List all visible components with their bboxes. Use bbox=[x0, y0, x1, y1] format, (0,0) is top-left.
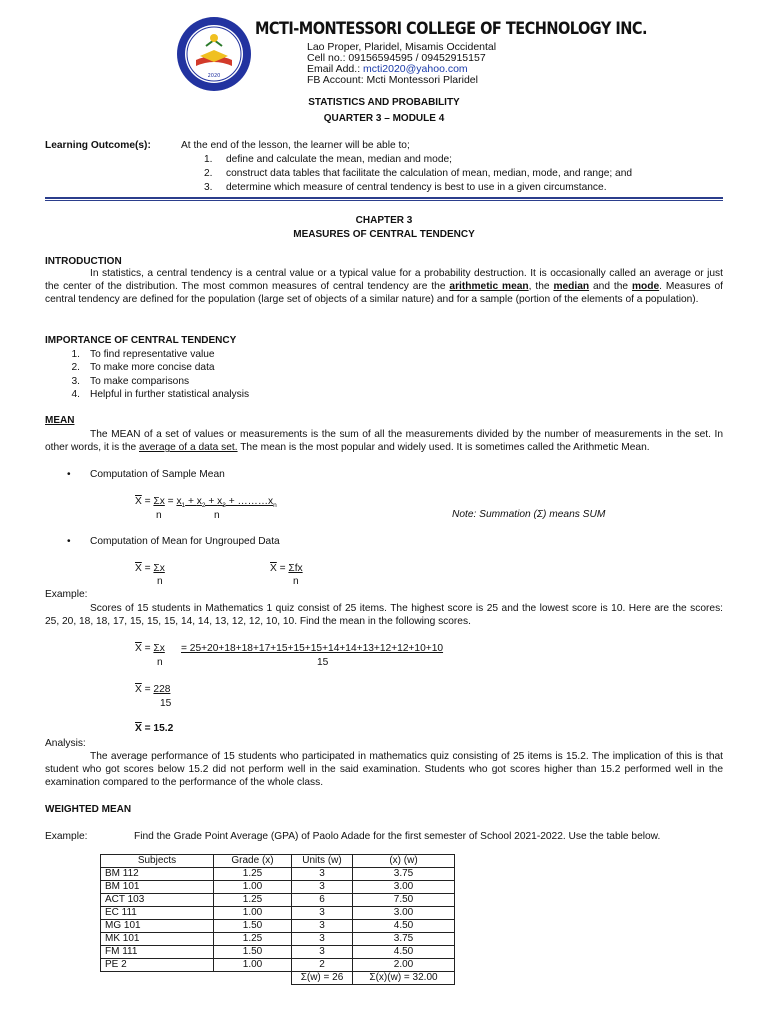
table-cell: 3.75 bbox=[353, 868, 455, 881]
importance-number: 3. bbox=[71, 376, 80, 387]
formula-denominator: n bbox=[157, 657, 163, 668]
table-cell: PE 2 bbox=[101, 959, 214, 972]
table-cell: 4.50 bbox=[353, 946, 455, 959]
column-header: Units (w) bbox=[292, 855, 353, 868]
table-cell: FM 111 bbox=[101, 946, 214, 959]
summation-note: Note: Summation (Σ) means SUM bbox=[452, 509, 606, 520]
table-cell: 3 bbox=[292, 946, 353, 959]
table-cell: 4.50 bbox=[353, 920, 455, 933]
table-row bbox=[101, 959, 455, 972]
weighted-fx-formula: $\overline{X} = \Sigma fx$ bbox=[270, 563, 303, 574]
importance-item: Helpful in further statistical analysis bbox=[90, 389, 250, 400]
course-title: STATISTICS AND PROBABILITY bbox=[308, 97, 460, 108]
table-row bbox=[101, 933, 455, 946]
formula-denominator: 15 bbox=[317, 657, 329, 668]
table-cell: 3 bbox=[292, 920, 353, 933]
formula-denominator: n bbox=[156, 510, 162, 521]
table-row bbox=[101, 946, 455, 959]
importance-item: To make comparisons bbox=[90, 376, 190, 387]
table-cell: 3 bbox=[292, 933, 353, 946]
email-label: Email Add.: bbox=[307, 63, 364, 75]
table-cell: 1.50 bbox=[214, 920, 292, 933]
importance-heading: IMPORTANCE OF CENTRAL TENDENCY bbox=[45, 335, 237, 346]
importance-item: To find representative value bbox=[90, 349, 215, 360]
svg-text:2020: 2020 bbox=[207, 73, 221, 79]
table-cell: 3 bbox=[292, 881, 353, 894]
average-term: average of a data set. bbox=[139, 442, 238, 454]
table-cell: 3.75 bbox=[353, 933, 455, 946]
empty-cell bbox=[101, 972, 214, 985]
gpa-table bbox=[100, 854, 455, 985]
chapter-title: MEASURES OF CENTRAL TENDENCY bbox=[293, 229, 475, 240]
learning-outcomes-intro: At the end of the lesson, the learner will be able to; bbox=[181, 140, 410, 151]
table-cell: 1.00 bbox=[214, 959, 292, 972]
table-cell: 1.50 bbox=[214, 946, 292, 959]
table-cell: BM 112 bbox=[101, 868, 214, 881]
column-header: Subjects bbox=[101, 855, 214, 868]
table-cell: 1.25 bbox=[214, 868, 292, 881]
empty-cell bbox=[214, 972, 292, 985]
formula-denominator: 15 bbox=[160, 698, 172, 709]
weighted-mean-heading: WEIGHTED MEAN bbox=[45, 804, 132, 815]
college-name: MCTI-MONTESSORI COLLEGE OF TECHNOLOGY INC. bbox=[255, 19, 648, 38]
section-divider bbox=[45, 197, 723, 201]
outcome-number: 2. bbox=[204, 168, 213, 179]
table-cell: MK 101 bbox=[101, 933, 214, 946]
table-cell: 1.25 bbox=[214, 894, 292, 907]
outcome-item: determine which measure of central tendency is best to use in a given circumstance. bbox=[226, 182, 607, 193]
learning-outcomes-label: Learning Outcome(s): bbox=[45, 140, 151, 151]
outcome-number: 3. bbox=[204, 182, 213, 193]
table-row bbox=[101, 894, 455, 907]
term-median: median bbox=[553, 281, 590, 293]
formula-denominator: n bbox=[157, 576, 163, 587]
table-row bbox=[101, 920, 455, 933]
table-cell: 1.25 bbox=[214, 933, 292, 946]
importance-number: 2. bbox=[71, 362, 80, 373]
table-cell: BM 101 bbox=[101, 881, 214, 894]
college-logo bbox=[176, 16, 252, 92]
college-fb: FB Account: Mcti Montessori Plaridel bbox=[307, 74, 478, 86]
email-link[interactable]: mcti2020@yahoo.com bbox=[363, 63, 468, 75]
college-cell: Cell no.: 09156594595 / 09452915157 bbox=[307, 52, 486, 64]
term-arithmetic-mean: arithmetic mean bbox=[449, 281, 529, 293]
example-sum-expression: = 25+20+18+18+17+15+15+15+14+14+13+12+12+10+10 bbox=[181, 643, 444, 654]
table-row bbox=[101, 868, 455, 881]
total-xw-cell: Σ(x)(w) = 32.00 bbox=[353, 972, 455, 985]
ungrouped-mean-formula: $\overline{X} = \Sigma x$ bbox=[135, 563, 165, 574]
table-cell: 3 bbox=[292, 907, 353, 920]
bullet-icon: • bbox=[67, 469, 71, 480]
importance-number: 1. bbox=[71, 349, 80, 360]
outcome-number: 1. bbox=[204, 154, 213, 165]
column-header: (x) (w) bbox=[353, 855, 455, 868]
example-label: Example: bbox=[45, 589, 88, 600]
table-cell: 7.50 bbox=[353, 894, 455, 907]
table-cell: 2.00 bbox=[353, 959, 455, 972]
importance-item: To make more concise data bbox=[90, 362, 215, 373]
example-formula: $\overline{X} = \Sigma x$ bbox=[135, 643, 165, 654]
column-header: Grade (x) bbox=[214, 855, 292, 868]
analysis-paragraph: The average performance of 15 students who participated in mathematics quiz consisting of 25 items is 15.2. The implication of this is that student who got scores below 15.2 did not perform well in the said examination. Students who got scores higher than 15.2 performed well in the examination compared to the performance of the whole class. bbox=[45, 751, 723, 789]
table-cell: ACT 103 bbox=[101, 894, 214, 907]
table-cell: MG 101 bbox=[101, 920, 214, 933]
college-address: Lao Proper, Plaridel, Misamis Occidental bbox=[307, 41, 497, 53]
sample-mean-formula: $\overline{X} = \Sigma x = x_1 + x_2 + x_3$ + $\dots\dots\dots x_n$ bbox=[135, 496, 277, 510]
table-cell: 1.00 bbox=[214, 907, 292, 920]
formula-denominator: n bbox=[293, 576, 299, 587]
module-title: QUARTER 3 – MODULE 4 bbox=[323, 113, 445, 124]
table-cell: 6 bbox=[292, 894, 353, 907]
bullet-icon: • bbox=[67, 536, 71, 547]
total-units-cell: Σ(w) = 26 bbox=[292, 972, 353, 985]
analysis-label: Analysis: bbox=[45, 738, 86, 749]
example-result: $\overline{X} = 15.2$ bbox=[135, 723, 174, 734]
weighted-example-label: Example: bbox=[45, 831, 88, 842]
table-cell: 3 bbox=[292, 868, 353, 881]
weighted-example-text: Find the Grade Point Average (GPA) of Paolo Adade for the first semester of School 2021-2022. Use the table below. bbox=[134, 831, 661, 842]
importance-number: 4. bbox=[71, 389, 80, 400]
introduction-heading: INTRODUCTION bbox=[45, 256, 122, 267]
table-cell: 1.00 bbox=[214, 881, 292, 894]
example-paragraph: Scores of 15 students in Mathematics 1 quiz consist of 25 items. The highest score is 25 and the lowest score is 10. Here are the scores: 25, 20, 18, 18, 17, 15, 15, 15, 14, 14, 13, 12, 12, 10, 10. Find the mean in the following scores. bbox=[45, 603, 723, 628]
table-total-row bbox=[101, 972, 455, 985]
example-sum-value: $\overline{X} = 228$ bbox=[135, 684, 171, 695]
table-cell: 3.00 bbox=[353, 881, 455, 894]
mean-heading: MEAN bbox=[45, 415, 75, 426]
table-header-row bbox=[101, 855, 455, 868]
table-cell: EC 111 bbox=[101, 907, 214, 920]
introduction-paragraph: In statistics, a central tendency is a central value or a typical value for a probability destruction. It is occasionally called an average or just the center of the distribution. The most common measures of central tendency are the arithmetic mean, the median and the mode. Measures of central tendency are defined for the population (large set of objects of a similar nature) and for a sample (portion of the elements of a population). bbox=[45, 268, 724, 306]
formula-denominator: n bbox=[214, 510, 220, 521]
table-cell: 2 bbox=[292, 959, 353, 972]
bullet-ungrouped-mean: Computation of Mean for Ungrouped Data bbox=[90, 536, 280, 547]
mean-paragraph: The MEAN of a set of values or measurements is the sum of all the measurements divided by the number of measurements in the set. In other words, it is the average of a data set. The mean is the most popular and widely used. It is sometimes called the Arithmetic Mean. bbox=[45, 429, 723, 454]
table-row bbox=[101, 881, 455, 894]
outcome-item: define and calculate the mean, median and mode; bbox=[226, 154, 452, 165]
chapter-number: CHAPTER 3 bbox=[355, 215, 413, 226]
bullet-sample-mean: Computation of Sample Mean bbox=[90, 469, 225, 480]
table-cell: 3.00 bbox=[353, 907, 455, 920]
table-row bbox=[101, 907, 455, 920]
outcome-item: construct data tables that facilitate the calculation of mean, median, mode, and range; and bbox=[226, 168, 633, 179]
term-mode: mode bbox=[631, 281, 660, 293]
